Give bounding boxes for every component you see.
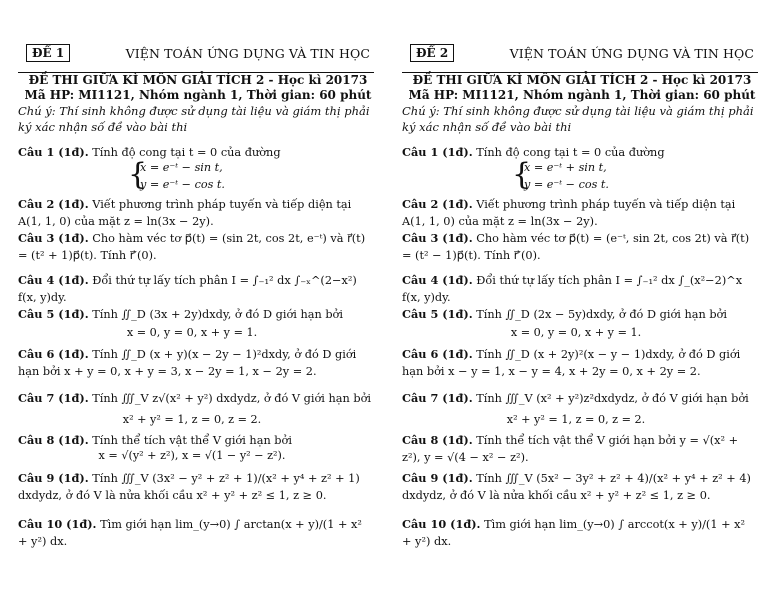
question-text: Tính ∭_V (3x² − y² + z² + 1)/(x² + y⁴ + z² + 1) dxdydz, ở đó V là nửa khối cầu x² + y² + z² ≤ 1, z ≥ 0. [18,472,360,502]
question-label: Câu 5 (1đ). [18,307,89,321]
question-text: Cho hàm véc tơ p⃗(t) = (sin 2t, cos 2t, e⁻ᵗ) và r⃗(t) = (t² + 1)p⃗(t). Tính r⃗′(0). [18,232,366,262]
question-text: Tính độ cong tại t = 0 của đường [476,146,665,159]
brace-icon: { [128,157,148,192]
question-text: Tính ∬_D (3x + 2y)dxdy, ở đó D giới hạn bởi [92,308,343,321]
question-label: Câu 10 (1đ). [18,517,97,531]
question-text: Tính ∬_D (2x − 5y)dxdy, ở đó D giới hạn bởi [476,308,727,321]
exam-subtitle: Mã HP: MI1121, Nhóm ngành 1, Thời gian: 60 phút [408,88,756,102]
question-6 [18,346,372,380]
question-label: Câu 8 (1đ). [402,433,473,447]
question-7-formula: x² + y² = 1, z = 0, z = 2. [506,413,646,426]
question-9 [402,470,756,504]
question-text: Tính độ cong tại t = 0 của đường [92,146,281,159]
question-text: Đổi thứ tự lấy tích phân I = ∫₋₁² dx ∫_(x²−2)^x f(x, y)dy. [402,274,743,304]
question-2 [402,196,756,230]
question-label: Câu 4 (1đ). [18,273,89,287]
question-text: Tính ∭_V z√(x² + y²) dxdydz, ở đó V giới hạn bởi [92,392,372,405]
question-text: Cho hàm véc tơ p⃗(t) = (e⁻ᵗ, sin 2t, cos 2t) và r⃗(t) = (t² − 1)p⃗(t). Tính r⃗′(0). [402,232,750,262]
question-label: Câu 10 (1đ). [402,517,481,531]
question-5 [18,306,372,323]
exam-subtitle: Mã HP: MI1121, Nhóm ngành 1, Thời gian: 60 phút [24,88,372,102]
question-10 [18,516,372,550]
exam-page-2 [384,0,768,594]
question-label: Câu 2 (1đ). [402,197,473,211]
curve-eq-x: x = e⁻ᵗ − sin t, [140,161,223,174]
question-label: Câu 9 (1đ). [402,471,473,485]
question-8-formula: x = √(y² + z²), x = √(1 − y² − z²). [98,449,286,462]
question-10 [402,516,756,550]
question-9 [18,470,372,504]
question-label: Câu 3 (1đ). [402,231,473,245]
question-label: Câu 1 (1đ). [402,145,473,159]
question-text: Tính ∬_D (x + 2y)²(x − y − 1)dxdy, ở đó D giới hạn bởi x − y = 1, x − y = 4, x + 2y = 0, x + 2y = 2. [402,348,741,378]
question-label: Câu 6 (1đ). [402,347,473,361]
question-3 [18,230,372,264]
institute-name: VIỆN TOÁN ỨNG DỤNG VÀ TIN HỌC [509,46,754,61]
question-text: Tính thể tích vật thể V giới hạn bởi y = √(x² + z²), y = √(4 − x² − z²). [402,434,739,464]
question-text: Tính ∭_V (5x² − 3y² + z² + 4)/(x² + y⁴ + z² + 4) dxdydz, ở đó V là nửa khối cầu x² + y² + z² ≤ 1, z ≥ 0. [402,472,751,502]
question-label: Câu 7 (1đ). [402,391,473,405]
question-8 [402,432,756,466]
curve-eq-y: y = e⁻ᵗ − cos t. [140,178,225,191]
page-header [26,44,370,62]
question-text: Tính thể tích vật thể V giới hạn bởi [92,434,292,447]
question-5-formula: x = 0, y = 0, x + y = 1. [510,326,642,339]
question-6 [402,346,756,380]
question-label: Câu 1 (1đ). [18,145,89,159]
question-7 [18,390,372,407]
exam-code-badge: ĐỀ 2 [410,44,454,62]
question-5 [402,306,756,323]
question-2 [18,196,372,230]
question-text: Viết phương trình pháp tuyến và tiếp diện tại A(1, 1, 0) của mặt z = ln(3x − 2y). [402,198,736,228]
question-4 [18,272,372,306]
question-text: Tìm giới hạn lim_(y→0) ∫ arctan(x + y)/(1 + x² + y²) dx. [18,518,362,548]
question-label: Câu 8 (1đ). [18,433,89,447]
question-label: Câu 2 (1đ). [18,197,89,211]
brace-icon: { [512,157,532,192]
question-1 [402,144,756,161]
question-label: Câu 4 (1đ). [402,273,473,287]
question-7-formula: x² + y² = 1, z = 0, z = 2. [122,413,262,426]
question-label: Câu 3 (1đ). [18,231,89,245]
curve-eq-x: x = e⁻ᵗ + sin t, [524,161,607,174]
question-text: Tính ∭_V (x² + y²)z²dxdydz, ở đó V giới hạn bởi [476,392,749,405]
exam-title: ĐỀ THI GIỮA KÌ MÔN GIẢI TÍCH 2 - Học kì 20173 [28,73,368,87]
question-text: Viết phương trình pháp tuyến và tiếp diện tại A(1, 1, 0) của mặt z = ln(3x − 2y). [18,198,352,228]
question-label: Câu 5 (1đ). [402,307,473,321]
question-1 [18,144,372,161]
question-label: Câu 6 (1đ). [18,347,89,361]
institute-name: VIỆN TOÁN ỨNG DỤNG VÀ TIN HỌC [125,46,370,61]
question-4 [402,272,756,306]
question-label: Câu 9 (1đ). [18,471,89,485]
question-7 [402,390,756,407]
question-8 [18,432,372,449]
exam-note: Chú ý: Thí sinh không được sử dụng tài liệu và giám thị phải ký xác nhận số đề vào bài thi [18,104,370,134]
curve-eq-y: y = e⁻ᵗ − cos t. [524,178,609,191]
question-5-formula: x = 0, y = 0, x + y = 1. [126,326,258,339]
question-text: Tính ∬_D (x + y)(x − 2y − 1)²dxdy, ở đó D giới hạn bởi x + y = 0, x + y = 3, x − 2y = 1, x − 2y = 2. [18,348,357,378]
question-label: Câu 7 (1đ). [18,391,89,405]
exam-note: Chú ý: Thí sinh không được sử dụng tài liệu và giám thị phải ký xác nhận số đề vào bài thi [402,104,754,134]
exam-code-badge: ĐỀ 1 [26,44,70,62]
page-header [410,44,754,62]
question-3 [402,230,756,264]
question-text: Tìm giới hạn lim_(y→0) ∫ arccot(x + y)/(1 + x² + y²) dx. [402,518,746,548]
question-text: Đổi thứ tự lấy tích phân I = ∫₋₁² dx ∫₋ₓ^(2−x²) f(x, y)dy. [18,274,357,304]
exam-title: ĐỀ THI GIỮA KÌ MÔN GIẢI TÍCH 2 - Học kì 20173 [412,73,752,87]
